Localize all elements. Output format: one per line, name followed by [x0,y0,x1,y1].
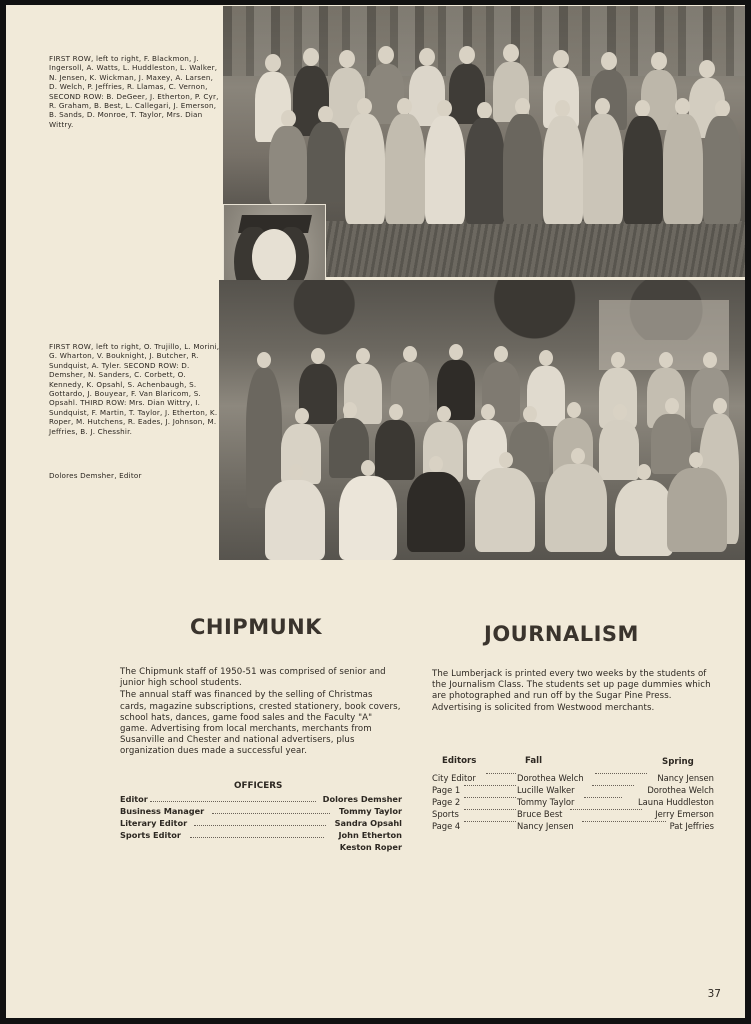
journalism-role: City Editor [432,773,476,783]
journalism-fall-name: Tommy Taylor [517,797,575,807]
dot-leader [595,773,647,774]
journalism-header-spring: Spring [662,757,694,767]
journalism-role: Sports [432,809,459,819]
dot-leader [592,785,634,786]
journalism-spring-name: Dorothea Welch [647,785,714,795]
journalism-row [432,809,714,820]
officer-row [120,841,402,853]
journalism-header-editors: Editors [442,756,477,766]
officer-row [120,829,402,841]
officer-role: Editor [120,794,148,804]
journalism-header-fall: Fall [525,756,543,766]
dot-leader [464,809,516,810]
officer-row [120,793,402,805]
dot-leader [584,797,622,798]
chipmunk-body [120,667,402,759]
dot-leader [570,809,642,810]
journalism-row [432,773,714,784]
dot-leader [486,773,516,774]
officer-name: Tommy Taylor [339,806,402,816]
officer-row [120,805,402,817]
dot-leader [190,837,324,838]
journalism-heading: JOURNALISM [484,622,639,646]
bottom-photo-editor-credit: Dolores Demsher, Editor [49,471,142,480]
journalism-row [432,785,714,796]
chipmunk-paragraph: The Chipmunk staff of 1950-51 was comprised of senior and junior high school students. [120,667,386,689]
journalism-fall-name: Nancy Jensen [517,821,574,831]
chipmunk-paragraph: The annual staff was financed by the selling of Christmas cards, magazine subscriptions, crested stationery, book covers, school hats, dances, game food sales and the Faculty "A" game. Advertising from local merchants, merchants from Susanville and Chester and national advertisers, plus organization dues made a successful year. [120,690,401,757]
yearbook-page [6,5,745,1018]
top-photo-caption: FIRST ROW, left to right, F. Blackmon, J. Ingersoll, A. Watts, L. Huddleston, L. Walker, N. Jensen, K. Wickman, J. Maxey, A. Larsen, D. Welch, P. Jeffries, R. Llamas, C. Vernon, SECOND ROW: B. DeGeer, J. Etherton, P. Cyr, R. Graham, B. Best, L. Callegari, J. Emerson, B. Sands, D. Monroe, T. Taylor, Mrs. Dian Wittry. [49,54,219,129]
dot-leader [212,813,330,814]
officer-role: Literary Editor [120,818,188,828]
bottom-photo-caption: FIRST ROW, left to right, O. Trujillo, L. Morini, G. Wharton, V. Bouknight, J. Butcher, R. Sundquist, A. Tyler. SECOND ROW: D. Demsher, N. Sanders, C. Corbett, O. Kennedy, K. Opsahl, S. Achenbaugh, S. Gottardo, J. Bouyear, F. Van Blaricom, S. Opsahl. THIRD ROW: Mrs. Dian Wittry, I. Sundquist, F. Martin, T. Taylor, J. Etherton, K. Roper, M. Hutchens, R. Eades, J. Johnson, M. Jeffries, B. J. Chesshir. [49,342,220,436]
journalism-role: Page 1 [432,785,461,795]
journalism-class-photo [219,280,745,560]
dot-leader [582,821,666,822]
journalism-row [432,797,714,808]
journalism-spring-name: Nancy Jensen [657,773,714,783]
officer-role: Sports Editor [120,830,181,840]
officer-name: John Etherton [338,830,402,840]
officer-name: Sandra Opsahl [334,818,402,828]
officer-name: Keston Roper [339,842,402,852]
dot-leader [464,821,516,822]
dot-leader [150,801,316,802]
journalism-row [432,821,714,832]
officer-role: Business Manager [120,806,205,816]
officer-name: Dolores Demsher [322,794,402,804]
dot-leader [464,785,516,786]
journalism-fall-name: Dorothea Welch [517,773,584,783]
journalism-spring-name: Jerry Emerson [655,809,714,819]
journalism-role: Page 4 [432,821,461,831]
chipmunk-heading: CHIPMUNK [190,615,322,639]
officer-row [120,817,402,829]
journalism-spring-name: Pat Jeffries [669,821,714,831]
journalism-spring-name: Launa Huddleston [637,797,714,807]
journalism-body: The Lumberjack is printed every two weeks by the students of the Journalism Class. The students set up page dummies which are photographed and run off by the Sugar Pine Press. Advertising is solicited from Westwood merchants. [432,669,711,713]
journalism-fall-name: Lucille Walker [517,785,575,795]
journalism-role: Page 2 [432,797,461,807]
journalism-fall-name: Bruce Best [517,809,563,819]
dot-leader [194,825,326,826]
dot-leader [464,797,516,798]
officers-heading: OFFICERS [234,781,283,791]
page-number: 37 [707,988,721,1000]
